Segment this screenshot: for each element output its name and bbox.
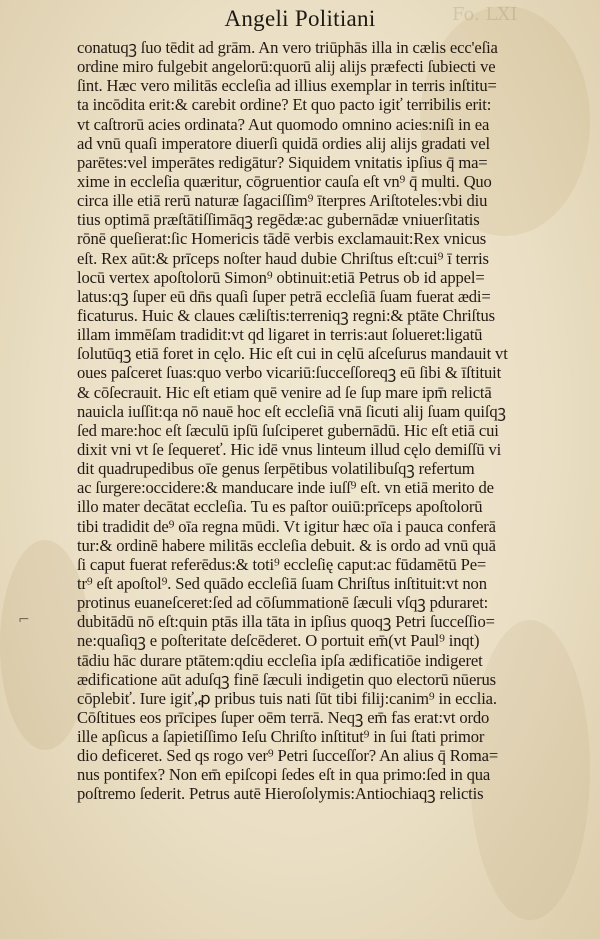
text-line: ille apſicus a ſapietiſſimo Ieſu Chriſto inſtitut⁹ in ſui ſtati primor	[77, 727, 485, 747]
text-line: latus:qꝫ ſuper eū dn̄s quaſi ſuper petrā eccleſiā ſuam fuerat ædi=	[77, 286, 491, 306]
text-line: tius optimā præſtātiſſimāqꝫ regēdæ:ac gubernādæ vniuerſitatis	[77, 210, 480, 230]
text-line: tibi tradidit de⁹ oīa regna mūdi. Vt igitur hæc oīa i pauca conferā	[77, 516, 496, 536]
text-line: dit quadrupedibus oīe genus ſerpētibus volatilibuſqꝫ refertum	[77, 459, 475, 479]
text-line: rōnē queſierat:ſic Homericis tādē verbis exclamauit:Rex vnicus	[77, 229, 487, 249]
text-line: cōplebiť. Iure igiť,ꝓ pribus tuis nati ſūt tibi filij:canim⁹ in ecclia.	[77, 688, 497, 708]
text-line: illo mater decātat eccleſia. Tu es paſtor ouiū:prīceps apoſtolorū	[77, 497, 483, 517]
show-through-folio: Fo. LXI	[452, 4, 518, 25]
text-line: ad vnū quaſi imperatore diuerſi quidā ordies alij alijs gradati vel	[77, 133, 490, 153]
text-line: ta incōdita erit:& carebit ordine? Et quo pacto igiť terribilis erit:	[77, 95, 492, 115]
margin-mark: ⌐	[18, 612, 30, 628]
text-line: dixit vni vt ſe ſequereť. Hic idē vnus linteum illud cęlo demiſſū vi	[77, 439, 502, 459]
text-line: ac ſurgere:occidere:& manducare inde iuſſ⁹ eſt. vn etiā merito de	[77, 478, 494, 498]
text-line: parētes:vel imperātes redigātur? Siquidem vnitatis ipſius q̄ ma=	[77, 152, 488, 172]
text-line: ordine miro fulgebit angelorū:quorū alij alijs præfecti ſubiecti ve	[77, 57, 496, 77]
text-line: dubitādū nō eſt:quin ptās illa tāta in ipſius quoqꝫ Petri ſucceſſio=	[77, 612, 495, 632]
text-line: locū vertex apoſtolorū Simon⁹ obtinuit:etiā Petrus ob id appel=	[77, 267, 485, 287]
text-line: circa ille etiā rerū naturæ ſagaciſſim⁹ īterpres Ariſtoteles:vbi diu	[77, 191, 488, 211]
text-line: conatuqꝫ ſuo tēdit ad grām. An vero triūphās illa in cælis ecc'eſia	[77, 38, 498, 57]
text-line: dio deficeret. Sed qs rogo ver⁹ Petri ſucceſſor? An alius q̄ Roma=	[77, 746, 499, 766]
text-line: eſt. Rex aūt:& prīceps noſter haud dubie Chriſtus eſt:cui⁹ ī terris	[77, 248, 489, 268]
text-line: vt caſtrorū acies ordinata? Aut quomodo omnino acies:niſi in ea	[77, 114, 490, 134]
text-line: nauicla iuſſit:qa nō nauē hoc eſt eccleſiā vnā ſicuti alij ſuam quiſqꝫ	[77, 401, 506, 421]
text-line: ſint. Hæc vero militās eccleſia ad illius exemplar in terris inſtitu=	[77, 76, 497, 96]
text-line: ſed mare:hoc eſt ſæculū ipſū ſuſciperet gubernādū. Hic eſt etiā cui	[77, 420, 499, 440]
text-block	[77, 38, 567, 804]
text-line: tādiu hāc durare ptātem:qdiu eccleſia ipſa ædificatiōe indigeret	[77, 650, 483, 670]
text-line: ficaturus. Huic & claues cæliſtis:terreniqꝫ regni:& ptāte Chriſtus	[77, 305, 495, 325]
running-head: Angeli Politiani	[224, 6, 376, 31]
text-line: illam immēſam tradidit:vt qd ligaret in terris:aut ſolueret:ligatū	[77, 325, 483, 345]
text-line: ſi caput fuerat referēdus:& toti⁹ eccleſię caput:ac fūdamētū Pe=	[77, 554, 487, 574]
text-line: tr⁹ eſt apoſtol⁹. Sed quādo eccleſiā ſuam Chriſtus inſtituit:vt non	[77, 573, 487, 593]
text-line: xime in eccleſia quæritur, cōgruentior cauſa eſt vn⁹ q̄ multi. Quo	[77, 171, 492, 191]
text-line: & cōſecrauit. Hic eſt etiam quē venire ad ſe ſup mare ipm̄ relictā	[77, 382, 492, 402]
text-line: ſolutūqꝫ etiā foret in cęlo. Hic eſt cui in cęlū aſceſurus mandauit vt	[77, 344, 508, 364]
text-line: ne:quaſiqꝫ e poſteritate deſcēderet. O portuit em̄(vt Paul⁹ inqt)	[77, 631, 480, 651]
text-line: tur:& ordinē habere militās eccleſia debuit. & is ordo ad vnū quā	[77, 535, 496, 555]
text-line: protinus euaneſceret:ſed ad cōſummationē ſæculi vſqꝫ pduraret:	[77, 593, 489, 613]
text-line: nus pontifex? Non em̄ epiſcopi ſedes eſt in qua primo:ſed in qua	[77, 765, 491, 785]
text-line: oues paſceret ſuas:quo verbo vicariū:ſucceſſoreqꝫ eū ſibi & īſtituit	[77, 363, 502, 383]
text-line: poſtremo ſederit. Petrus autē Hieroſolymis:Antiochiaqꝫ relictis	[77, 784, 484, 804]
text-line: Cōſtitues eos prīcipes ſuper oēm terrā. Neqꝫ em̄ fas erat:vt ordo	[77, 707, 490, 727]
text-line: ædificatione aūt aduſqꝫ finē ſæculi indigetin quo electorū nūerus	[77, 669, 496, 689]
